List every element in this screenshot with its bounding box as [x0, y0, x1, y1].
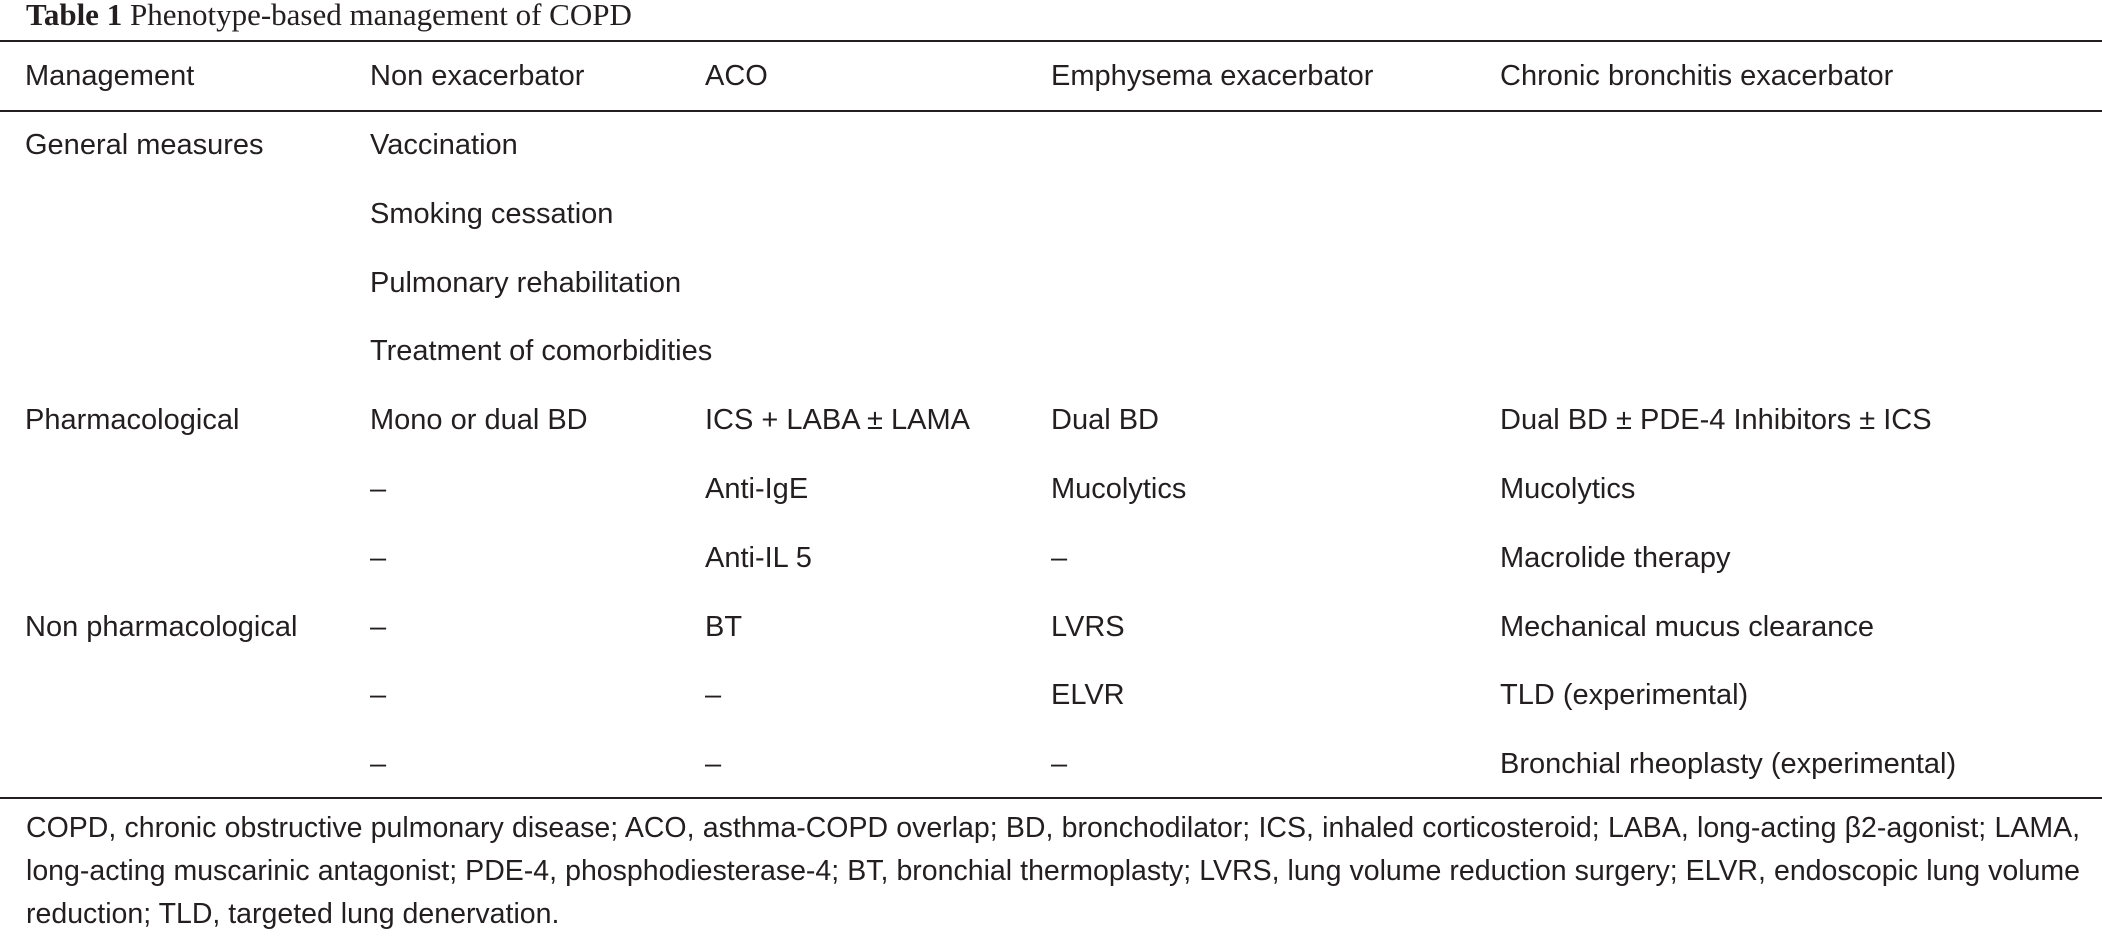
- table-title: Phenotype-based management of COPD: [129, 0, 632, 32]
- table-cell-emphysema-exacerbator: –: [1051, 748, 1068, 780]
- table-cell-emphysema-exacerbator: –: [1051, 542, 1068, 574]
- table-cell-aco: ICS + LABA ± LAMA: [705, 404, 970, 436]
- header-rule: [0, 110, 2102, 112]
- table-cell-non-exacerbator: –: [370, 473, 387, 505]
- table-cell-non-exacerbator: Pulmonary rehabilitation: [370, 267, 682, 299]
- column-header-management: Management: [25, 60, 195, 92]
- table-cell-management: Pharmacological: [25, 404, 240, 436]
- table-cell-emphysema-exacerbator: LVRS: [1051, 611, 1125, 643]
- top-rule: [0, 40, 2102, 42]
- table-cell-chronic-bronchitis-exacerbator: Macrolide therapy: [1500, 542, 1731, 574]
- table-cell-chronic-bronchitis-exacerbator: Mechanical mucus clearance: [1500, 611, 1874, 643]
- table-cell-chronic-bronchitis-exacerbator: Bronchial rheoplasty (experimental): [1500, 748, 1957, 780]
- table-cell-management: General measures: [25, 129, 264, 161]
- table-cell-non-exacerbator: Treatment of comorbidities: [370, 335, 713, 367]
- table-cell-chronic-bronchitis-exacerbator: TLD (experimental): [1500, 679, 1749, 711]
- column-header-aco: ACO: [705, 60, 768, 92]
- table-cell-non-exacerbator: Mono or dual BD: [370, 404, 588, 436]
- table-cell-non-exacerbator: –: [370, 748, 387, 780]
- table-cell-chronic-bronchitis-exacerbator: Dual BD ± PDE-4 Inhibitors ± ICS: [1500, 404, 1932, 436]
- table-cell-aco: –: [705, 679, 722, 711]
- table-cell-chronic-bronchitis-exacerbator: Mucolytics: [1500, 473, 1636, 505]
- table-cell-emphysema-exacerbator: ELVR: [1051, 679, 1125, 711]
- column-header-non-exacerbator: Non exacerbator: [370, 60, 585, 92]
- table-cell-emphysema-exacerbator: Dual BD: [1051, 404, 1159, 436]
- table-label: Table 1: [26, 0, 123, 32]
- table-cell-non-exacerbator: –: [370, 542, 387, 574]
- table-cell-aco: Anti-IgE: [705, 473, 809, 505]
- column-header-chronic-bronchitis-exacerbator: Chronic bronchitis exacerbator: [1500, 60, 1894, 92]
- table-caption: [26, 0, 632, 38]
- table-cell-aco: BT: [705, 611, 743, 643]
- table-footnote: COPD, chronic obstructive pulmonary disease; ACO, asthma-COPD overlap; BD, bronchodilator; ICS, inhaled corticosteroid; LABA, long-acting β2-agonist; LAMA, long-acting muscarinic antagonist; PDE-4, phosphodiesterase-4; BT, bronchial thermoplasty; LVRS, lung volume reduction surgery; ELVR, endoscopic lung volume reduction; TLD, targeted lung denervation.: [26, 812, 2080, 930]
- table-cell-aco: –: [705, 748, 722, 780]
- table-cell-emphysema-exacerbator: Mucolytics: [1051, 473, 1187, 505]
- table-cell-non-exacerbator: Smoking cessation: [370, 198, 614, 230]
- column-header-emphysema-exacerbator: Emphysema exacerbator: [1051, 60, 1374, 92]
- table-cell-non-exacerbator: –: [370, 611, 387, 643]
- bottom-rule: [0, 797, 2102, 799]
- table-cell-non-exacerbator: Vaccination: [370, 129, 518, 161]
- table-cell-non-exacerbator: –: [370, 679, 387, 711]
- table-cell-aco: Anti-IL 5: [705, 542, 812, 574]
- table-cell-management: Non pharmacological: [25, 611, 298, 643]
